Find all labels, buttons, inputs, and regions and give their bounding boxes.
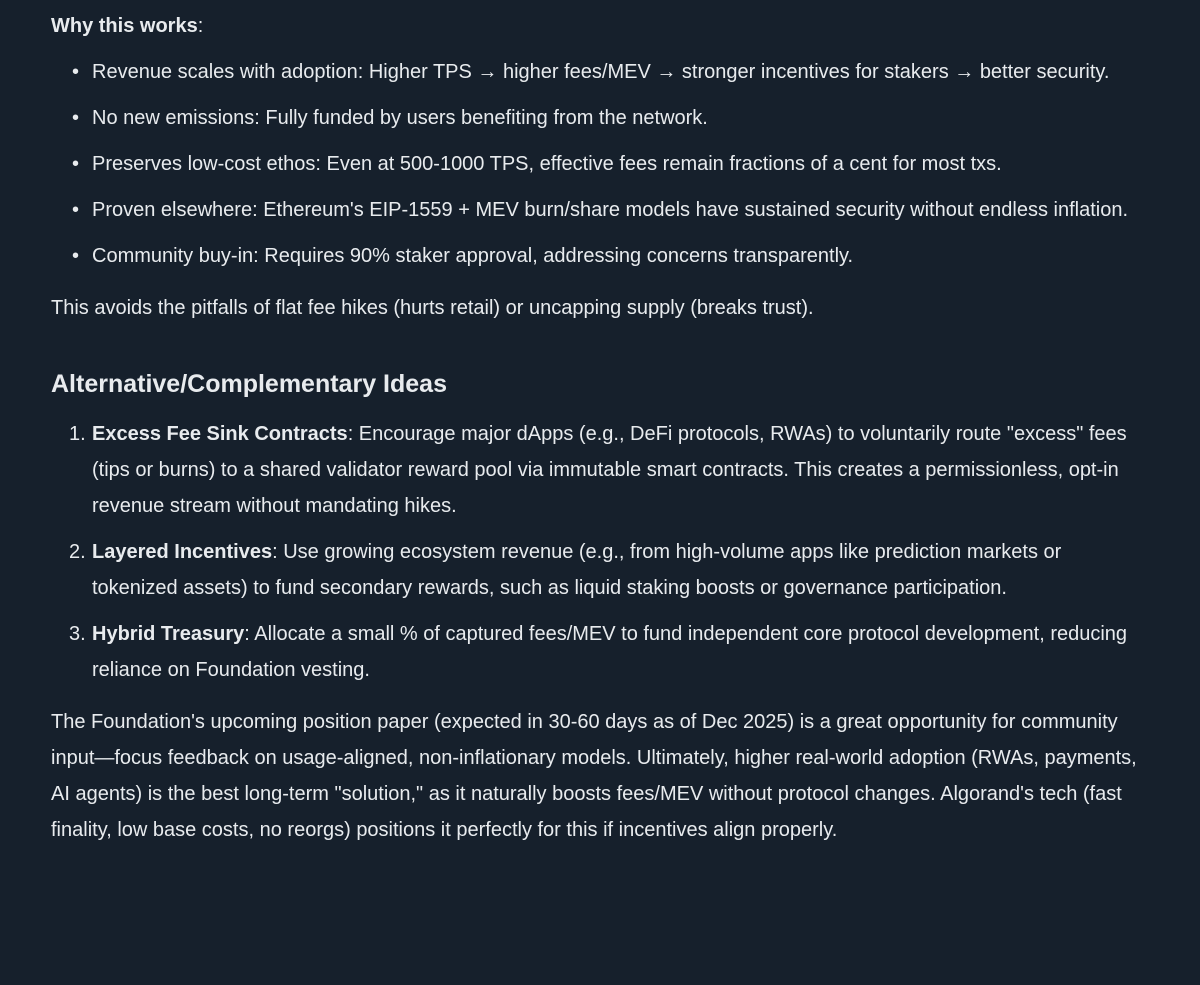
idea-title: Layered Incentives <box>92 541 273 563</box>
idea-number: 3. <box>69 623 86 645</box>
idea-item <box>51 616 1148 688</box>
bullet-item: • Revenue scales with adoption: Higher TPS → higher fees/MEV → stronger incentives for stakers → better security. <box>51 54 1148 90</box>
idea-text: : Use growing ecosystem revenue (e.g., from high-volume apps like prediction markets or tokenized assets) to fund secondary rewards, such as liquid staking boosts or governance participation. <box>92 541 1062 599</box>
idea-item <box>51 534 1148 606</box>
idea-item <box>51 416 1148 524</box>
why-heading-colon: : <box>197 15 204 37</box>
bullet-item: • Preserves low-cost ethos: Even at 500-1000 TPS, effective fees remain fractions of a cent for most txs. <box>51 146 1148 182</box>
idea-text: : Allocate a small % of captured fees/MEV to fund independent core protocol development, reducing reliance on Foundation vesting. <box>92 623 1128 681</box>
alternatives-heading: Alternative/Complementary Ideas <box>51 370 447 398</box>
bullet-item: • Proven elsewhere: Ethereum's EIP-1559 + MEV burn/share models have sustained security without endless inflation. <box>51 192 1148 228</box>
ideas-list <box>51 416 1148 688</box>
idea-text: : Encourage major dApps (e.g., DeFi protocols, RWAs) to voluntarily route "excess" fees (tips or burns) to a shared validator reward pool via immutable smart contracts. This creates a permissionless, opt-in revenue stream without mandating hikes. <box>92 423 1127 517</box>
bullet-item: • Community buy-in: Requires 90% staker approval, addressing concerns transparently. <box>51 238 1148 274</box>
closing-paragraph: The Foundation's upcoming position paper (expected in 30-60 days as of Dec 2025) is a great opportunity for community input—focus feedback on usage-aligned, non-inflationary models. Ultimately, higher real-world adoption (RWAs, payments, AI agents) is the best long-term "solution," as it naturally boosts fees/MEV without protocol changes. Algorand's tech (fast finality, low base costs, no reorgs) positions it perfectly for this if incentives align properly. <box>51 711 1137 841</box>
idea-title: Excess Fee Sink Contracts <box>92 423 348 445</box>
bullet-item: • No new emissions: Fully funded by users benefiting from the network. <box>51 100 1148 136</box>
summary-paragraph: This avoids the pitfalls of flat fee hikes (hurts retail) or uncapping supply (breaks trust). <box>51 297 814 319</box>
why-heading <box>51 8 1148 44</box>
idea-title: Hybrid Treasury <box>92 623 245 645</box>
why-bullet-list <box>51 54 1148 274</box>
idea-number: 1. <box>69 423 86 445</box>
why-heading-text: Why this works <box>51 15 198 37</box>
idea-number: 2. <box>69 541 86 563</box>
